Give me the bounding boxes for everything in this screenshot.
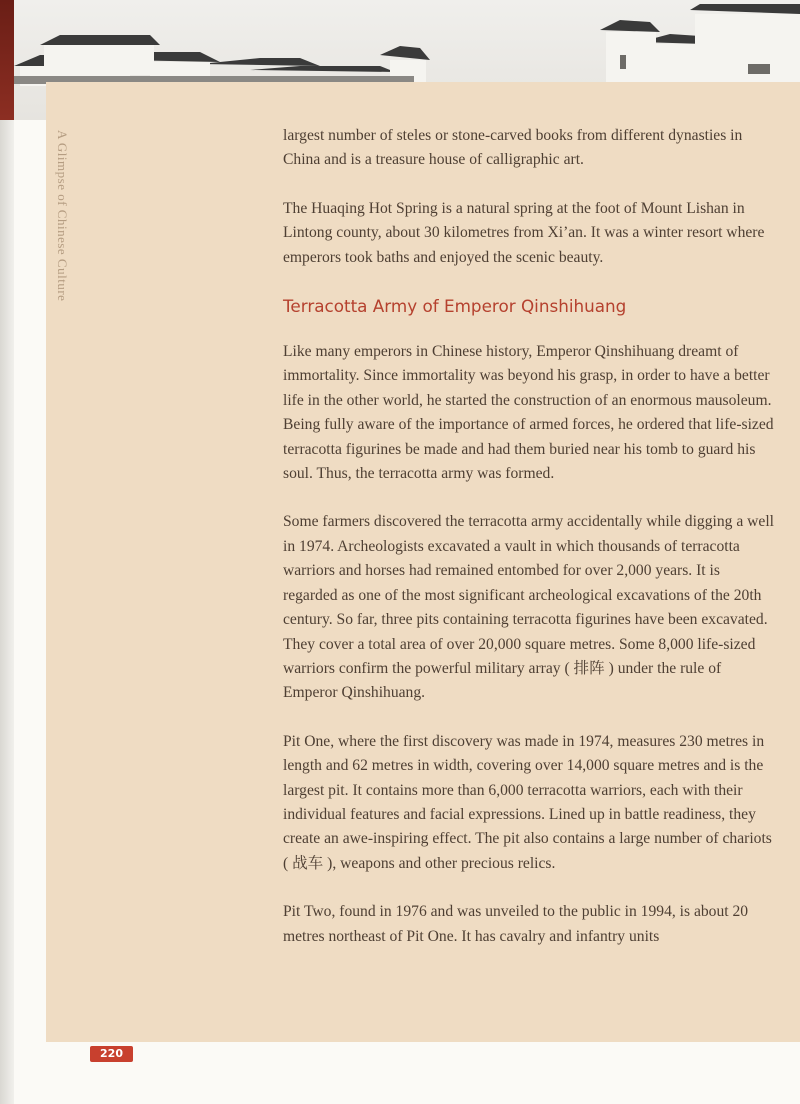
left-margin-bar xyxy=(0,0,14,1104)
paragraph: The Huaqing Hot Spring is a natural spring at the foot of Mount Lishan in Lintong county, about 30 kilometres from Xi’an. It was a winter resort where emperors took baths and enjoyed the scenic beauty. xyxy=(283,199,765,266)
paragraph: Pit One, where the first discovery was made in 1974, measures 230 metres in length and 62 metres in width, covering over 14,000 square metres and is the largest pit. It contains more than 6,000 terracotta warriors, each with their individual features and facial expressions. Lined up in battle readiness, they create an awe-inspiring effect. The pit also contains a large number of chariots ( 战车 ), weapons and other precious relics. xyxy=(283,732,772,872)
section-heading: Terracotta Army of Emperor Qinshihuang xyxy=(283,296,627,317)
left-red-accent xyxy=(0,0,14,120)
paragraph: Pit Two, found in 1976 and was unveiled to the public in 1994, is about 20 metres northeast of Pit One. It has cavalry and infantry units xyxy=(283,903,749,945)
paragraph: largest number of steles or stone-carved books from different dynasties in China and is a treasure house of calligraphic art. xyxy=(283,127,743,169)
page-number-badge: 220 xyxy=(90,1046,133,1062)
article-body xyxy=(283,124,778,973)
paragraph: Like many emperors in Chinese history, Emperor Qinshihuang dreamt of immortality. Since immortality was beyond his grasp, in order to have a better life in the other world, he started the construction of an enormous mausoleum. Being fully aware of the importance of armed forces, he ordered that life-sized terracotta figurines be made and had them buried near his tomb to guard his soul. Thus, the terracotta army was formed. xyxy=(283,343,774,483)
running-title: A Glimpse of Chinese Culture xyxy=(55,130,70,302)
paragraph: Some farmers discovered the terracotta army accidentally while digging a well in 1974. Archeologists excavated a vault in which thousands of terracotta warriors and horses had remained entombed for over 2,000 years. It is regarded as one of the most significant archeological excavations of the 20th century. So far, three pits containing terracotta figurines have been excavated. They cover a total area of over 20,000 square metres. Some 8,000 life-sized warriors confirm the powerful military array ( 排阵 ) under the rule of Emperor Qinshihuang. xyxy=(283,513,775,702)
